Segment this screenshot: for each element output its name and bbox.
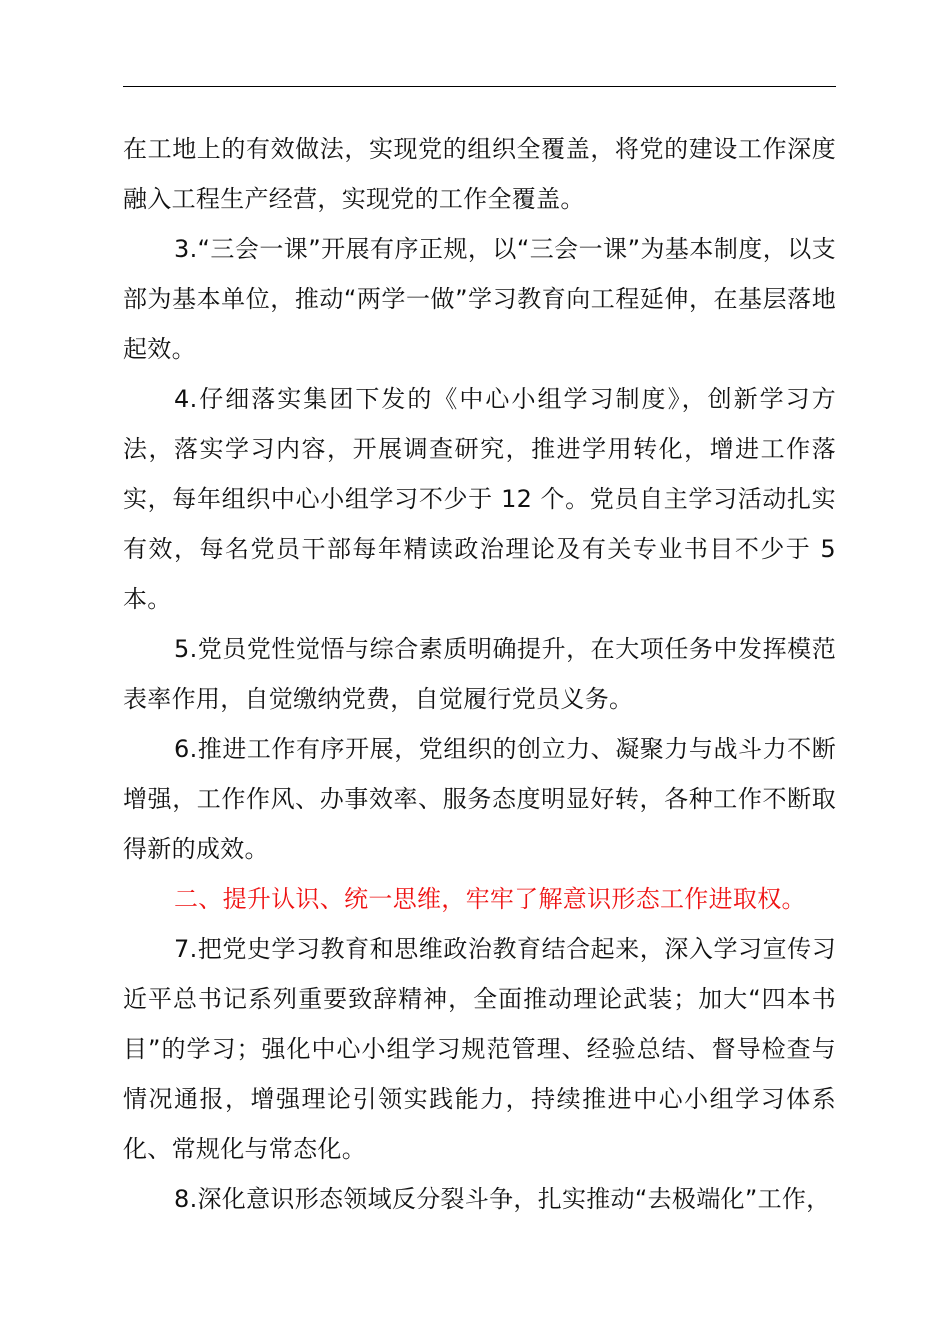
- paragraph-item-7: 7.把党史学习教育和思维政治教育结合起来，深入学习宣传习近平总书记系列重要致辞精神，全面推动理论武装；加大“四本书目”的学习；强化中心小组学习规范管理、经验总结、督导检查与情况通报，增强理论引领实践能力，持续推进中心小组学习体系化、常规化与常态化。: [123, 935, 836, 1163]
- paragraph-item-6: 6.推进工作有序开展，党组织的创立力、凝聚力与战斗力不断增强，工作作风、办事效率、服务态度明显好转，各种工作不断取得新的成效。: [123, 735, 836, 863]
- document-body: [123, 124, 836, 1224]
- section-heading-2: 二、提升认识、统一思维，牢牢了解意识形态工作进取权。: [174, 885, 806, 913]
- paragraph-item-8: 8.深化意识形态领域反分裂斗争，扎实推动“去极端化”工作，: [174, 1185, 831, 1213]
- paragraph-item-4: 4.仔细落实集团下发的《中心小组学习制度》，创新学习方法，落实学习内容，开展调查研究，推进学用转化，增进工作落实，每年组织中心小组学习不少于 12 个。党员自主学习活动扎实有效，每名党员干部每年精读政治理论及有关专业书目不少于 5 本。: [123, 385, 836, 613]
- paragraph-continuation: 在工地上的有效做法，实现党的组织全覆盖，将党的建设工作深度融入工程生产经营，实现党的工作全覆盖。: [123, 135, 836, 213]
- paragraph-item-3: 3.“三会一课”开展有序正规，以“三会一课”为基本制度，以支部为基本单位，推动“两学一做”学习教育向工程延伸，在基层落地起效。: [123, 235, 836, 363]
- header-rule: [123, 86, 836, 87]
- paragraph-item-5: 5.党员党性觉悟与综合素质明确提升，在大项任务中发挥模范表率作用，自觉缴纳党费，自觉履行党员义务。: [123, 635, 836, 713]
